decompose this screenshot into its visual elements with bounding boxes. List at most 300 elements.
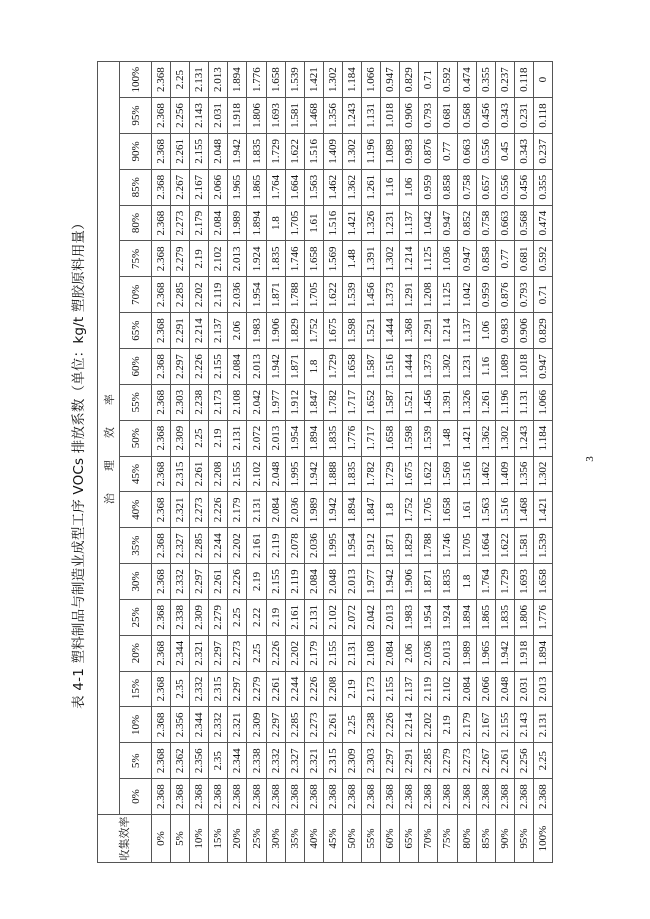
table-cell: 2.35 <box>209 743 228 779</box>
table-cell: 2.19 <box>342 671 361 707</box>
row-label: 60% <box>381 815 400 863</box>
table-cell: 2.327 <box>171 528 190 564</box>
table-cell: 1.705 <box>285 205 304 241</box>
table-cell: 1.302 <box>533 456 552 492</box>
table-cell: 1.444 <box>381 313 400 349</box>
table-cell: 0.876 <box>495 277 514 313</box>
column-header: 95% <box>120 98 152 134</box>
table-cell: 1.782 <box>323 384 342 420</box>
table-cell: 2.25 <box>190 420 209 456</box>
table-cell: 1.569 <box>438 456 457 492</box>
table-cell: 2.279 <box>209 599 228 635</box>
table-cell: 2.013 <box>209 62 228 98</box>
table-cell: 2.131 <box>228 420 247 456</box>
table-cell: 1.131 <box>362 98 381 134</box>
table-cell: 1.539 <box>533 528 552 564</box>
row-label: 0% <box>152 815 171 863</box>
table-cell: 0.959 <box>476 277 495 313</box>
table-cell: 1.462 <box>476 456 495 492</box>
column-header: 40% <box>120 492 152 528</box>
table-cell: 2.315 <box>171 456 190 492</box>
table-cell: 2.35 <box>171 671 190 707</box>
table-cell: 1.444 <box>400 349 419 385</box>
table-cell: 1.729 <box>381 456 400 492</box>
table-cell: 2.368 <box>152 98 171 134</box>
row-label: 55% <box>362 815 381 863</box>
table-cell: 2.368 <box>152 205 171 241</box>
table-cell: 1.918 <box>228 98 247 134</box>
row-label: 35% <box>285 815 304 863</box>
table-cell: 1.8 <box>266 205 285 241</box>
table-cell: 1.752 <box>304 313 323 349</box>
table-cell: 2.285 <box>419 743 438 779</box>
table-row <box>190 62 209 863</box>
table-cell: 1.302 <box>342 133 361 169</box>
row-label: 30% <box>266 815 285 863</box>
table-cell: 2.25 <box>342 707 361 743</box>
column-header: 0% <box>120 779 152 815</box>
table-cell: 1.302 <box>438 349 457 385</box>
table-cell: 1.421 <box>304 62 323 98</box>
table-cell: 2.155 <box>381 671 400 707</box>
table-cell: 2.315 <box>209 671 228 707</box>
table-cell: 2.161 <box>285 599 304 635</box>
table-cell: 2.202 <box>228 528 247 564</box>
table-cell: 2.368 <box>152 671 171 707</box>
table-cell: 1.06 <box>400 169 419 205</box>
table-row <box>457 62 476 863</box>
table-cell: 0.947 <box>438 205 457 241</box>
table-cell: 2.137 <box>400 671 419 707</box>
table-cell: 2.131 <box>247 492 266 528</box>
table-cell: 2.155 <box>190 133 209 169</box>
table-cell: 2.013 <box>438 635 457 671</box>
table-cell: 2.368 <box>152 707 171 743</box>
table-cell: 1.977 <box>362 564 381 600</box>
row-label: 65% <box>400 815 419 863</box>
table-cell: 1.184 <box>342 62 361 98</box>
table-cell: 1.231 <box>457 349 476 385</box>
table-cell: 2.202 <box>419 707 438 743</box>
table-cell: 0.681 <box>438 98 457 134</box>
table-cell: 2.261 <box>323 707 342 743</box>
table-cell: 1.468 <box>514 492 533 528</box>
table-cell: 1.598 <box>342 313 361 349</box>
table-cell: 2.013 <box>342 564 361 600</box>
table-cell: 1.989 <box>457 635 476 671</box>
table-cell: 2.291 <box>400 743 419 779</box>
table-cell: 2.06 <box>400 635 419 671</box>
table-cell: 1.965 <box>228 169 247 205</box>
table-cell: 0.556 <box>476 133 495 169</box>
table-cell: 2.143 <box>190 98 209 134</box>
table-cell: 2.256 <box>171 98 190 134</box>
table-cell: 2.297 <box>209 635 228 671</box>
table-cell: 2.368 <box>495 779 514 815</box>
table-cell: 2.072 <box>342 599 361 635</box>
table-cell: 2.368 <box>323 779 342 815</box>
table-cell: 0.681 <box>514 241 533 277</box>
table-cell: 1.835 <box>438 564 457 600</box>
table-cell: 1.776 <box>247 62 266 98</box>
table-cell: 1.622 <box>285 133 304 169</box>
table-cell: 2.368 <box>152 564 171 600</box>
table-body <box>152 62 553 863</box>
table-cell: 1.806 <box>247 98 266 134</box>
table-row <box>438 62 457 863</box>
table-cell: 1.516 <box>323 205 342 241</box>
table-cell: 1.8 <box>381 492 400 528</box>
table-cell: 2.256 <box>514 743 533 779</box>
row-label: 20% <box>228 815 247 863</box>
table-cell: 0.77 <box>495 241 514 277</box>
table-cell: 1.652 <box>362 384 381 420</box>
table-cell: 1.835 <box>266 241 285 277</box>
table-cell: 1.752 <box>400 492 419 528</box>
table-cell: 1.829 <box>400 528 419 564</box>
table-cell: 1.61 <box>457 492 476 528</box>
table-cell: 2.131 <box>304 599 323 635</box>
table-cell: 1.924 <box>247 241 266 277</box>
table-row <box>152 62 171 863</box>
table-cell: 2.368 <box>438 779 457 815</box>
table-cell: 0.657 <box>476 169 495 205</box>
table-cell: 0.906 <box>514 313 533 349</box>
table-container <box>97 62 552 863</box>
table-cell: 0.983 <box>495 313 514 349</box>
row-label: 45% <box>323 815 342 863</box>
table-cell: 1.214 <box>400 241 419 277</box>
table-cell: 1.847 <box>362 492 381 528</box>
table-cell: 0.947 <box>533 349 552 385</box>
table-row <box>362 62 381 863</box>
table-cell: 1.089 <box>381 133 400 169</box>
table-cell: 1.894 <box>228 62 247 98</box>
table-cell: 1.705 <box>457 528 476 564</box>
table-cell: 2.368 <box>152 277 171 313</box>
row-label: 15% <box>209 815 228 863</box>
table-cell: 1.48 <box>342 241 361 277</box>
table-cell: 0.906 <box>400 98 419 134</box>
table-cell: 2.119 <box>419 671 438 707</box>
table-row <box>342 62 361 863</box>
table-cell: 1.231 <box>381 205 400 241</box>
table-cell: 1.989 <box>228 205 247 241</box>
table-row <box>285 62 304 863</box>
table-cell: 1.521 <box>362 313 381 349</box>
table-cell: 1.746 <box>438 528 457 564</box>
table-cell: 2.25 <box>247 635 266 671</box>
table-cell: 1.871 <box>266 277 285 313</box>
column-header: 85% <box>120 169 152 205</box>
table-cell: 2.202 <box>285 635 304 671</box>
table-cell: 2.167 <box>476 707 495 743</box>
table-cell: 1.8 <box>457 564 476 600</box>
table-cell: 0.355 <box>476 62 495 98</box>
table-row <box>323 62 342 863</box>
table-cell: 1.995 <box>323 528 342 564</box>
column-header: 80% <box>120 205 152 241</box>
table-row <box>381 62 400 863</box>
table-cell: 2.368 <box>171 779 190 815</box>
table-cell: 2.368 <box>152 313 171 349</box>
table-cell: 1.516 <box>381 349 400 385</box>
table-row <box>400 62 419 863</box>
table-cell: 1.954 <box>419 599 438 635</box>
table-cell: 1.06 <box>476 313 495 349</box>
table-cell: 2.338 <box>171 599 190 635</box>
table-cell: 2.285 <box>171 277 190 313</box>
table-cell: 0.758 <box>476 205 495 241</box>
row-label: 10% <box>190 815 209 863</box>
table-cell: 1.788 <box>419 528 438 564</box>
table-cell: 2.119 <box>209 277 228 313</box>
table-cell: 1.302 <box>381 241 400 277</box>
table-cell: 1.942 <box>228 133 247 169</box>
table-cell: 2.155 <box>209 349 228 385</box>
table-cell: 2.368 <box>152 349 171 385</box>
table-cell: 2.309 <box>171 420 190 456</box>
table-cell: 2.368 <box>400 779 419 815</box>
table-cell: 2.368 <box>152 384 171 420</box>
table-cell: 2.368 <box>152 420 171 456</box>
table-cell: 1.622 <box>419 456 438 492</box>
table-cell: 2.309 <box>247 707 266 743</box>
table-cell: 2.327 <box>285 743 304 779</box>
table-cell: 0.343 <box>495 98 514 134</box>
table-cell: 2.22 <box>247 599 266 635</box>
table-cell: 2.179 <box>304 635 323 671</box>
table-cell: 1.261 <box>362 169 381 205</box>
table-cell: 2.368 <box>419 779 438 815</box>
table-cell: 1.16 <box>381 169 400 205</box>
table-cell: 1.865 <box>476 599 495 635</box>
table-cell: 0.456 <box>476 98 495 134</box>
table-cell: 1.587 <box>381 384 400 420</box>
table-cell: 1.705 <box>419 492 438 528</box>
table-cell: 1.788 <box>285 277 304 313</box>
table-cell: 2.368 <box>228 779 247 815</box>
table-cell: 0.456 <box>514 169 533 205</box>
table-cell: 1.196 <box>362 133 381 169</box>
table-cell: 2.338 <box>247 743 266 779</box>
table-row <box>304 62 323 863</box>
column-header: 100% <box>120 62 152 98</box>
table-cell: 1.894 <box>304 420 323 456</box>
table-cell: 1.468 <box>304 98 323 134</box>
table-cell: 1.569 <box>323 241 342 277</box>
table-row <box>228 62 247 863</box>
table-cell: 1.243 <box>342 98 361 134</box>
table-cell: 1.042 <box>419 205 438 241</box>
table-cell: 2.279 <box>438 743 457 779</box>
table-cell: 1.291 <box>400 277 419 313</box>
table-cell: 0.829 <box>400 62 419 98</box>
table-cell: 0.959 <box>419 169 438 205</box>
table-cell: 1.658 <box>304 241 323 277</box>
column-header: 10% <box>120 707 152 743</box>
row-label: 40% <box>304 815 323 863</box>
table-cell: 2.226 <box>228 564 247 600</box>
table-cell: 2.108 <box>362 635 381 671</box>
table-cell: 2.368 <box>457 779 476 815</box>
table-cell: 1.835 <box>342 456 361 492</box>
table-cell: 1.302 <box>323 62 342 98</box>
table-cell: 2.013 <box>381 599 400 635</box>
table-cell: 2.368 <box>514 779 533 815</box>
table-cell: 1.018 <box>381 98 400 134</box>
table-cell: 2.048 <box>495 671 514 707</box>
table-cell: 2.368 <box>266 779 285 815</box>
table-cell: 1.894 <box>457 599 476 635</box>
table-cell: 0.663 <box>457 133 476 169</box>
table-cell: 1.018 <box>514 349 533 385</box>
table-cell: 1.658 <box>381 420 400 456</box>
column-header: 60% <box>120 349 152 385</box>
table-cell: 2.368 <box>209 779 228 815</box>
table-cell: 1.658 <box>533 564 552 600</box>
table-cell: 1.326 <box>362 205 381 241</box>
table-cell: 2.368 <box>533 779 552 815</box>
table-cell: 2.048 <box>323 564 342 600</box>
table-cell: 2.309 <box>342 743 361 779</box>
table-cell: 2.031 <box>514 671 533 707</box>
table-cell: 1.675 <box>400 456 419 492</box>
table-cell: 2.131 <box>190 62 209 98</box>
header-row-group <box>98 62 120 863</box>
table-cell: 1.622 <box>495 528 514 564</box>
table-cell: 2.084 <box>457 671 476 707</box>
table-cell: 1.214 <box>438 313 457 349</box>
table-cell: 1.888 <box>323 456 342 492</box>
table-cell: 2.368 <box>152 169 171 205</box>
table-cell: 1.125 <box>419 241 438 277</box>
table-cell: 2.362 <box>171 743 190 779</box>
table-cell: 1.137 <box>400 205 419 241</box>
table-cell: 2.303 <box>362 743 381 779</box>
table-cell: 2.238 <box>190 384 209 420</box>
row-label: 85% <box>476 815 495 863</box>
table-cell: 2.06 <box>228 313 247 349</box>
table-cell: 2.173 <box>362 671 381 707</box>
table-cell: 2.261 <box>190 456 209 492</box>
table-cell: 1.516 <box>457 456 476 492</box>
table-cell: 2.072 <box>247 420 266 456</box>
table-cell: 1.243 <box>514 420 533 456</box>
table-cell: 2.315 <box>323 743 342 779</box>
column-header: 75% <box>120 241 152 277</box>
row-label: 70% <box>419 815 438 863</box>
page-number: 3 <box>584 456 596 462</box>
table-cell: 2.084 <box>266 492 285 528</box>
table-cell: 1.208 <box>419 277 438 313</box>
table-cell: 1.066 <box>533 384 552 420</box>
table-cell: 2.084 <box>304 564 323 600</box>
table-cell: 1.456 <box>419 384 438 420</box>
table-cell: 2.19 <box>190 241 209 277</box>
table-cell: 2.102 <box>323 599 342 635</box>
table-cell: 2.279 <box>171 241 190 277</box>
table-cell: 2.036 <box>419 635 438 671</box>
table-cell: 2.031 <box>209 98 228 134</box>
table-cell: 1.664 <box>285 169 304 205</box>
table-cell: 2.179 <box>457 707 476 743</box>
table-cell: 0.77 <box>438 133 457 169</box>
table-row <box>266 62 285 863</box>
table-cell: 2.078 <box>285 528 304 564</box>
table-cell: 2.291 <box>171 313 190 349</box>
table-cell: 2.143 <box>514 707 533 743</box>
table-cell: 0.237 <box>495 62 514 98</box>
table-cell: 2.066 <box>476 671 495 707</box>
table-cell: 1.871 <box>285 349 304 385</box>
table-cell: 2.119 <box>266 528 285 564</box>
table-row <box>514 62 533 863</box>
column-header: 35% <box>120 528 152 564</box>
table-cell: 2.167 <box>190 169 209 205</box>
table-cell: 2.285 <box>190 528 209 564</box>
table-cell: 2.368 <box>247 779 266 815</box>
table-cell: 1.137 <box>457 313 476 349</box>
column-header: 20% <box>120 635 152 671</box>
table-cell: 2.356 <box>190 743 209 779</box>
table-cell: 0.45 <box>495 133 514 169</box>
row-label: 25% <box>247 815 266 863</box>
table-cell: 2.155 <box>323 635 342 671</box>
table-row <box>171 62 190 863</box>
table-cell: 1.356 <box>514 456 533 492</box>
table-cell: 1.622 <box>323 277 342 313</box>
table-cell: 1.776 <box>342 420 361 456</box>
table-cell: 1.391 <box>362 241 381 277</box>
table-cell: 2.202 <box>190 277 209 313</box>
table-cell: 1.587 <box>362 349 381 385</box>
row-label: 100% <box>533 815 552 863</box>
table-cell: 1.421 <box>342 205 361 241</box>
row-label: 80% <box>457 815 476 863</box>
table-cell: 1.865 <box>247 169 266 205</box>
table-cell: 1.983 <box>400 599 419 635</box>
table-cell: 2.368 <box>362 779 381 815</box>
row-label: 5% <box>171 815 190 863</box>
table-cell: 1.764 <box>266 169 285 205</box>
table-cell: 1.995 <box>285 456 304 492</box>
table-cell: 0.71 <box>419 62 438 98</box>
table-cell: 1.894 <box>342 492 361 528</box>
table-cell: 1.261 <box>476 384 495 420</box>
table-cell: 1.693 <box>266 98 285 134</box>
table-cell: 2.273 <box>457 743 476 779</box>
rotated-content <box>62 62 552 863</box>
table-cell: 0.793 <box>514 277 533 313</box>
table-row <box>476 62 495 863</box>
table-cell: 2.25 <box>171 62 190 98</box>
table-row <box>533 62 552 863</box>
table-cell: 1.362 <box>342 169 361 205</box>
table-cell: 1.965 <box>476 635 495 671</box>
table-cell: 1.829 <box>285 313 304 349</box>
table-cell: 0.343 <box>514 133 533 169</box>
table-cell: 1.942 <box>323 492 342 528</box>
table-cell: 2.19 <box>266 599 285 635</box>
table-cell: 1.521 <box>400 384 419 420</box>
table-cell: 1.942 <box>381 564 400 600</box>
table-cell: 1.871 <box>381 528 400 564</box>
table-cell: 1.658 <box>438 492 457 528</box>
corner-header-collection-efficiency: 收集效率 <box>98 815 152 863</box>
table-cell: 1.391 <box>438 384 457 420</box>
table-cell: 2.344 <box>228 743 247 779</box>
